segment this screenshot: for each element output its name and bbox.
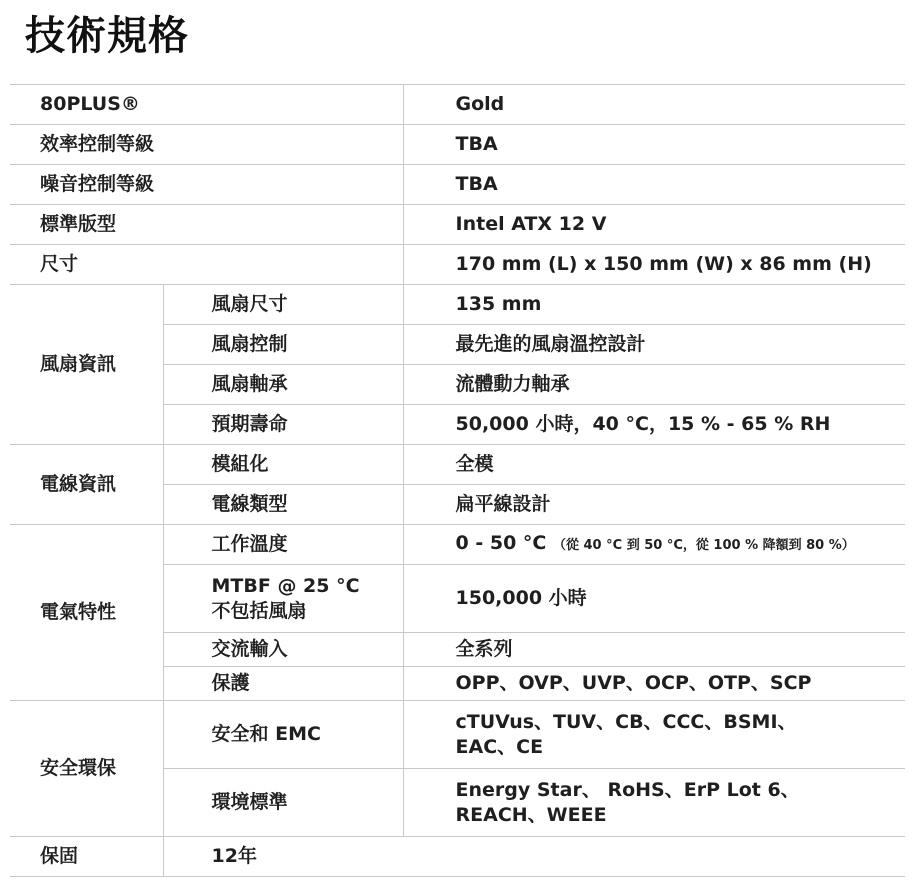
page-title: 技術規格 (25, 13, 189, 59)
group-label-electrical: 電氣特性 (10, 525, 163, 701)
row-label-80plus: 80PLUS® (10, 85, 403, 125)
row-value-80plus: Gold (403, 85, 905, 125)
env-value-line1: Energy Star、 RoHS、ErP Lot 6、 (455, 778, 800, 801)
spec-table (10, 84, 905, 877)
group-label-cable: 電線資訊 (10, 445, 163, 525)
row-value-env (403, 769, 905, 837)
row-label-env: 環境標準 (163, 769, 403, 837)
group-label-fan: 風扇資訊 (10, 285, 163, 445)
row-label-fan-bearing: 風扇軸承 (163, 365, 403, 405)
row-value-warranty: 12年 (163, 837, 905, 877)
row-label-fan-size: 風扇尺寸 (163, 285, 403, 325)
row-label-form: 標準版型 (10, 205, 403, 245)
table-row (10, 205, 905, 245)
row-label-warranty: 保固 (10, 837, 163, 877)
row-value-emc (403, 701, 905, 769)
table-row (10, 285, 905, 325)
row-label-size: 尺寸 (10, 245, 403, 285)
row-label-emc: 安全和 EMC (163, 701, 403, 769)
row-label-cable-type: 電線類型 (163, 485, 403, 525)
row-label-protection: 保護 (163, 667, 403, 701)
table-row (10, 701, 905, 769)
row-value-ac: 全系列 (403, 633, 905, 667)
table-row (10, 525, 905, 565)
table-row (10, 245, 905, 285)
emc-value-line1: cTUVus、TUV、CB、CCC、BSMI、 (455, 710, 797, 733)
table-row (10, 165, 905, 205)
row-label-efficiency: 效率控制等級 (10, 125, 403, 165)
table-row (10, 125, 905, 165)
row-value-efficiency: TBA (403, 125, 905, 165)
emc-value-line2: EAC、CE (455, 735, 544, 758)
row-label-fan-life: 預期壽命 (163, 405, 403, 445)
table-row (10, 837, 905, 877)
row-value-cable-type: 扁平線設計 (403, 485, 905, 525)
group-label-safety: 安全環保 (10, 701, 163, 837)
row-label-fan-control: 風扇控制 (163, 325, 403, 365)
mtbf-label-line2: 不包括風扇 (211, 599, 307, 622)
temp-value: 0 - 50 °C (455, 532, 547, 554)
row-label-ac: 交流輸入 (163, 633, 403, 667)
row-value-fan-bearing: 流體動力軸承 (403, 365, 905, 405)
row-value-fan-life: 50,000 小時，40 °C，15 % - 65 % RH (403, 405, 905, 445)
row-value-fan-size: 135 mm (403, 285, 905, 325)
mtbf-label-line1: MTBF @ 25 °C (211, 574, 360, 597)
row-value-mtbf: 150,000 小時 (403, 565, 905, 633)
env-value-line2: REACH、WEEE (455, 803, 607, 826)
row-value-size: 170 mm (L) x 150 mm (W) x 86 mm (H) (403, 245, 905, 285)
row-value-temp (403, 525, 905, 565)
row-value-form: Intel ATX 12 V (403, 205, 905, 245)
row-value-protection: OPP、OVP、UVP、OCP、OTP、SCP (403, 667, 905, 701)
row-label-temp: 工作溫度 (163, 525, 403, 565)
table-row (10, 85, 905, 125)
row-value-modular: 全模 (403, 445, 905, 485)
temp-note: （從 40 °C 到 50 °C，從 100 % 降額到 80 %） (552, 538, 855, 553)
row-label-modular: 模組化 (163, 445, 403, 485)
row-value-noise: TBA (403, 165, 905, 205)
table-row (10, 445, 905, 485)
row-value-fan-control: 最先進的風扇溫控設計 (403, 325, 905, 365)
row-label-mtbf (163, 565, 403, 633)
row-label-noise: 噪音控制等級 (10, 165, 403, 205)
